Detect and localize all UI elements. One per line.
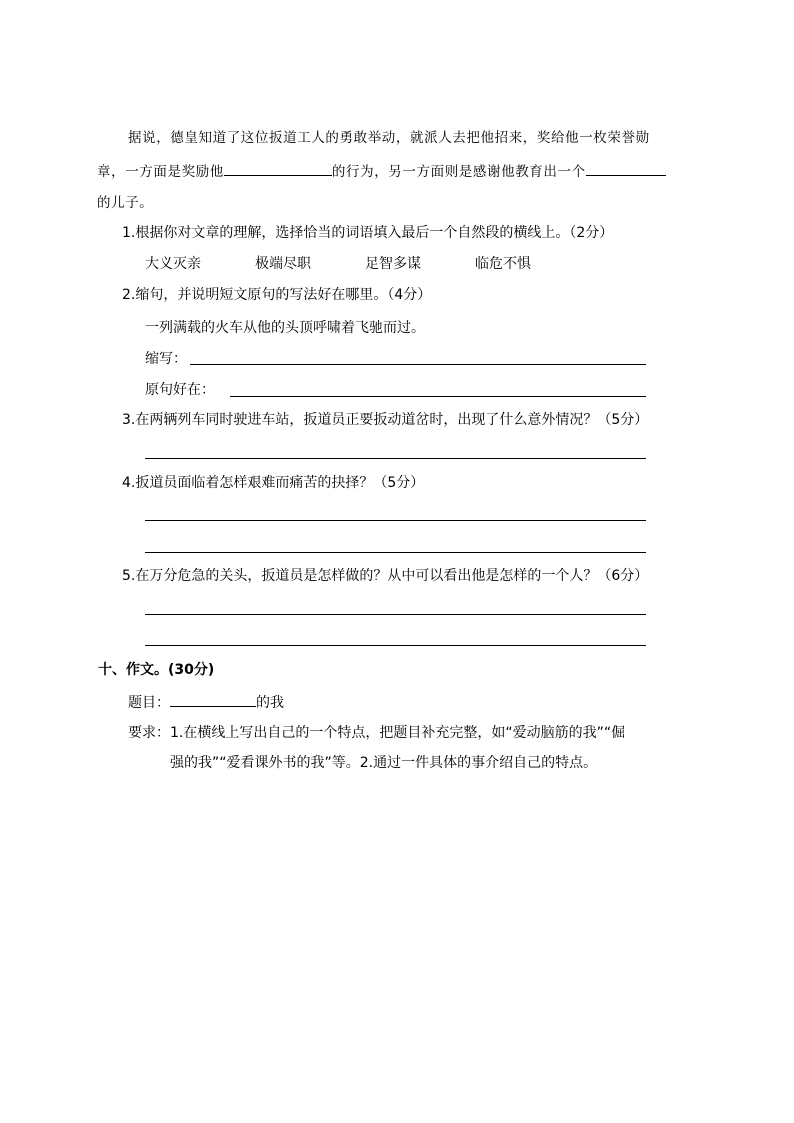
shrink-label: 缩写： <box>145 351 187 367</box>
good-answer-line[interactable] <box>230 396 646 397</box>
good-label: 原句好在： <box>145 382 215 398</box>
passage-line-3: 的儿子。 <box>97 195 154 211</box>
passage-line-2-middle: 的行为，另一方面则是感谢他教育出一个 <box>331 164 586 180</box>
question-1-options <box>145 254 565 274</box>
passage-line-2-start: 章，一方面是奖励他 <box>97 164 224 180</box>
requirement-line-2: 强的我”“爱看课外书的我”等。2.通过一件具体的事介绍自己的特点。 <box>170 755 598 771</box>
question-5-answer-line-2[interactable] <box>145 645 646 646</box>
option-4: 临危不惧 <box>475 256 531 272</box>
passage-line-1: 据说，德皇知道了这位扳道工人的勇敢举动，就派人去把他招来，奖给他一枚荣誉勋 <box>128 130 650 146</box>
option-3: 足智多谋 <box>365 256 421 272</box>
blank-son-quality[interactable] <box>586 161 666 176</box>
question-4: 4.扳道员面临着怎样艰难而痛苦的抉择？（5分） <box>122 475 425 491</box>
shrink-answer-line[interactable] <box>190 364 646 365</box>
question-5: 5.在万分危急的关头，扳道员是怎样做的？从中可以看出他是怎样的一个人？（6分） <box>122 568 649 584</box>
blank-reward-behavior[interactable] <box>224 161 332 176</box>
composition-title-row <box>128 692 284 713</box>
option-1: 大义灭亲 <box>145 256 201 272</box>
title-suffix: 的我 <box>256 695 284 711</box>
title-label: 题目： <box>128 695 170 711</box>
question-4-answer-line-2[interactable] <box>145 552 646 553</box>
passage-line-2 <box>97 161 666 182</box>
question-2-sentence: 一列满载的火车从他的头顶呼啸着飞驰而过。 <box>145 320 425 336</box>
question-2: 2.缩句，并说明短文原句的写法好在哪里。（4分） <box>122 287 432 303</box>
option-2: 极端尽职 <box>255 256 311 272</box>
question-5-answer-line-1[interactable] <box>145 614 646 615</box>
composition-title-blank[interactable] <box>170 692 256 707</box>
question-4-answer-line-1[interactable] <box>145 520 646 521</box>
question-3-answer-line[interactable] <box>145 458 646 459</box>
question-1: 1.根据你对文章的理解，选择恰当的词语填入最后一个自然段的横线上。（2分） <box>122 225 614 241</box>
section-10-heading: 十、作文。(30分) <box>98 662 215 678</box>
question-3: 3.在两辆列车同时驶进车站，扳道员正要扳动道岔时，出现了什么意外情况？（5分） <box>122 412 649 428</box>
requirement-line-1: 要求：1.在横线上写出自己的一个特点，把题目补充完整，如“爱动脑筋的我”“倔 <box>128 725 626 741</box>
